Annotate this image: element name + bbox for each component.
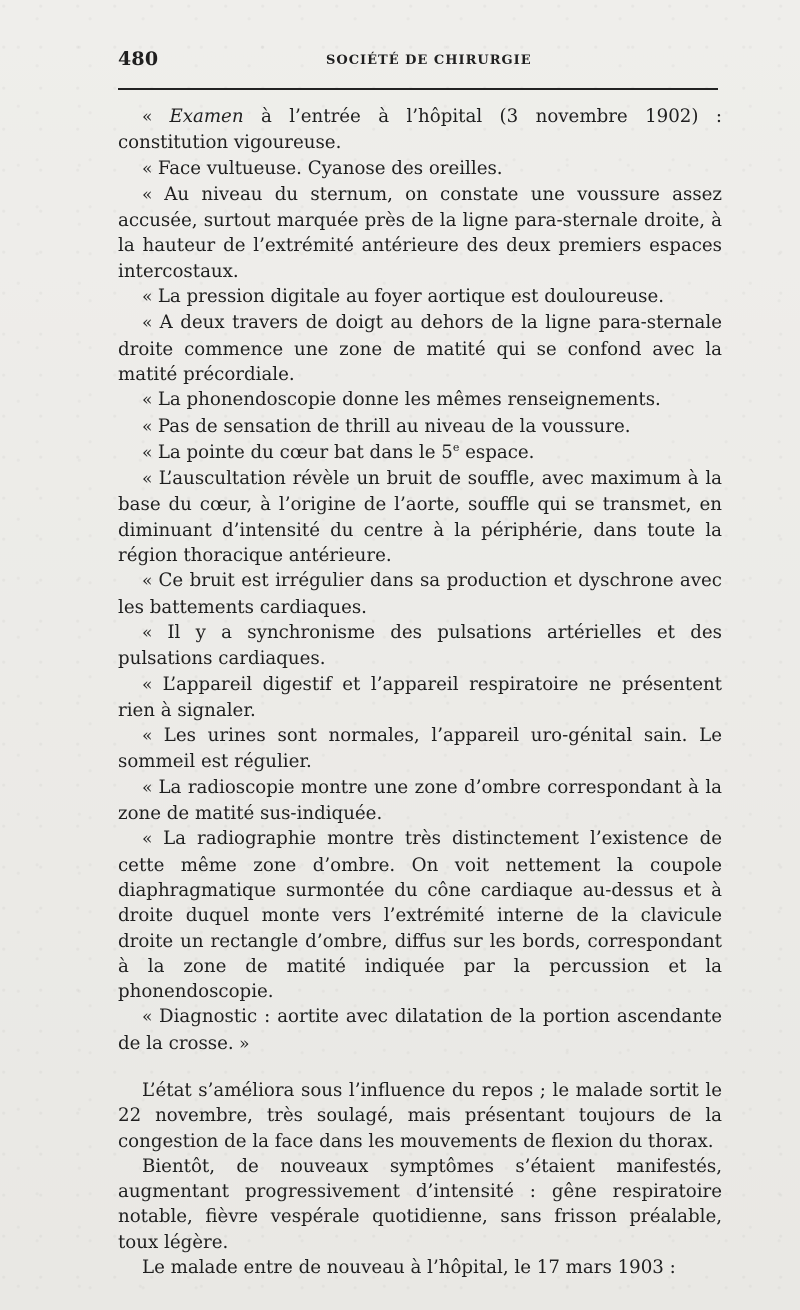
paragraph-text: Bientôt, de nouveaux symptômes s’étaient manifestés, augmentant progressivement d’intensité : gêne respiratoire notable, fièvre vespérale quotidienne, sans frisson préalable, toux légère.	[118, 1155, 722, 1253]
paragraph-text: La radiographie montre très distinctement l’existence de cette même zone d’ombre. On voit nettement la coupole diaphragmatique surmontée du cône cardiaque au-dessus et à droite duquel monte vers l’extrémité interne de la clavicule droite un rectangle d’ombre, diffus sur les bords, correspondant à la zone de matité indiquée par la percussion et la phonendoscopie.	[118, 828, 722, 1003]
paragraph-face	[118, 156, 722, 182]
paragraph-text: Au niveau du sternum, on constate une voussure assez accusée, surtout marquée près de la ligne para-sternale droite, à la hauteur de l’extrémité antérieure des deux premiers espaces intercostaux.	[118, 183, 723, 282]
quote-mark: «	[142, 158, 158, 179]
paragraph-new-symptoms	[118, 1154, 722, 1255]
paragraph-text: La pression digitale au foyer aortique est douloureuse.	[157, 286, 665, 308]
page-number: 480	[118, 48, 159, 70]
page-header	[118, 48, 718, 72]
paragraph-text: Diagnostic : aortite avec dilatation de la portion ascendante de la crosse.	[118, 1006, 722, 1054]
paragraph-text: Ce bruit est irrégulier dans sa production et dyschrone avec les battements cardiaques.	[118, 570, 722, 618]
paragraph-text: La radioscopie montre une zone d’ombre correspondant à la zone de matité sus-indiquée.	[118, 776, 723, 825]
paragraph-text: Le malade entre de nouveau à l’hôpital, le 17 mars 1903 :	[142, 1257, 676, 1279]
paragraph-text: L’appareil digestif et l’appareil respiratoire ne présentent rien à signaler.	[118, 673, 722, 721]
paragraph-radioscopy	[118, 775, 722, 827]
paragraph-text: Il y a synchronisme des pulsations artérielles et des pulsations cardiaques.	[118, 621, 723, 670]
superscript: e	[452, 440, 460, 454]
paragraph-text: Pas de sensation de thrill au niveau de la voussure.	[157, 415, 631, 437]
quote-mark: «	[142, 107, 170, 127]
paragraph-sternum	[118, 182, 722, 284]
quote-mark: «	[142, 674, 163, 695]
paragraph-phonendoscopy	[118, 387, 722, 413]
page-body	[118, 104, 722, 1280]
paragraph-text: L’auscultation révèle un bruit de souffle, avec maximum à la base du cœur, à l’origine de l’aorte, souffle qui se transmet, en diminuant d’intensité du centre à la périphérie, dans toute la région thoracique antérieure.	[118, 468, 722, 567]
paragraph-text: Face vultueuse. Cyanose des oreilles.	[157, 157, 503, 179]
italic-heading: Examen	[169, 106, 244, 127]
header-rule	[118, 88, 718, 90]
quote-mark: «	[142, 622, 168, 643]
quote-mark: «	[142, 313, 160, 334]
paragraph-text: La phonendoscopie donne les mêmes renseignements.	[157, 389, 661, 411]
paragraph-urine	[118, 723, 722, 775]
quote-mark: «	[142, 777, 159, 798]
paragraph-auscultation	[118, 466, 722, 568]
quote-mark: «	[142, 390, 158, 411]
quote-mark: «	[142, 287, 158, 308]
quote-close-mark: »	[233, 1033, 250, 1054]
paragraph-improvement	[118, 1078, 722, 1154]
paragraph-irregular-noise	[118, 568, 722, 620]
paragraph-text: La pointe du cœur bat dans le 5	[157, 441, 453, 463]
paragraph-text: Les urines sont normales, l’appareil uro-génital sain. Le sommeil est régulier.	[118, 725, 722, 773]
paragraph-thrill	[118, 414, 722, 440]
paragraph-text: L’état s’améliora sous l’influence du repos ; le malade sortit le 22 novembre, très soulagé, mais présentant toujours de la congestion de la face dans les mouvements de flexion du thorax.	[118, 1079, 722, 1152]
paragraph-pressure	[118, 284, 722, 310]
paragraph-synchronism	[118, 620, 722, 672]
paragraph-digestive	[118, 672, 722, 724]
paragraph-text: A deux travers de doigt au dehors de la ligne para-sternale droite commence une zone de matité qui se confond avec la matité précordiale.	[118, 312, 722, 385]
quote-mark: «	[142, 1007, 159, 1028]
quote-mark: «	[142, 469, 159, 490]
quote-mark: «	[142, 726, 164, 747]
quote-mark: «	[142, 416, 158, 437]
paragraph-exam	[118, 104, 722, 156]
paragraph-apex	[118, 440, 722, 466]
quote-mark: «	[142, 442, 158, 463]
paragraph-readmission	[118, 1255, 722, 1280]
paragraph-matite	[118, 310, 722, 387]
quote-mark: «	[142, 571, 159, 592]
quote-mark: «	[142, 829, 164, 850]
running-title: SOCIÉTÉ DE CHIRURGIE	[326, 53, 532, 68]
paragraph-text: espace.	[459, 441, 535, 463]
paragraph-diagnostic	[118, 1004, 722, 1057]
paragraph-radiography	[118, 826, 722, 1004]
quote-mark: «	[142, 184, 165, 205]
paragraph-text: à l’entrée à l’hôpital (3 novembre 1902) : constitution vigoureuse.	[118, 106, 722, 154]
